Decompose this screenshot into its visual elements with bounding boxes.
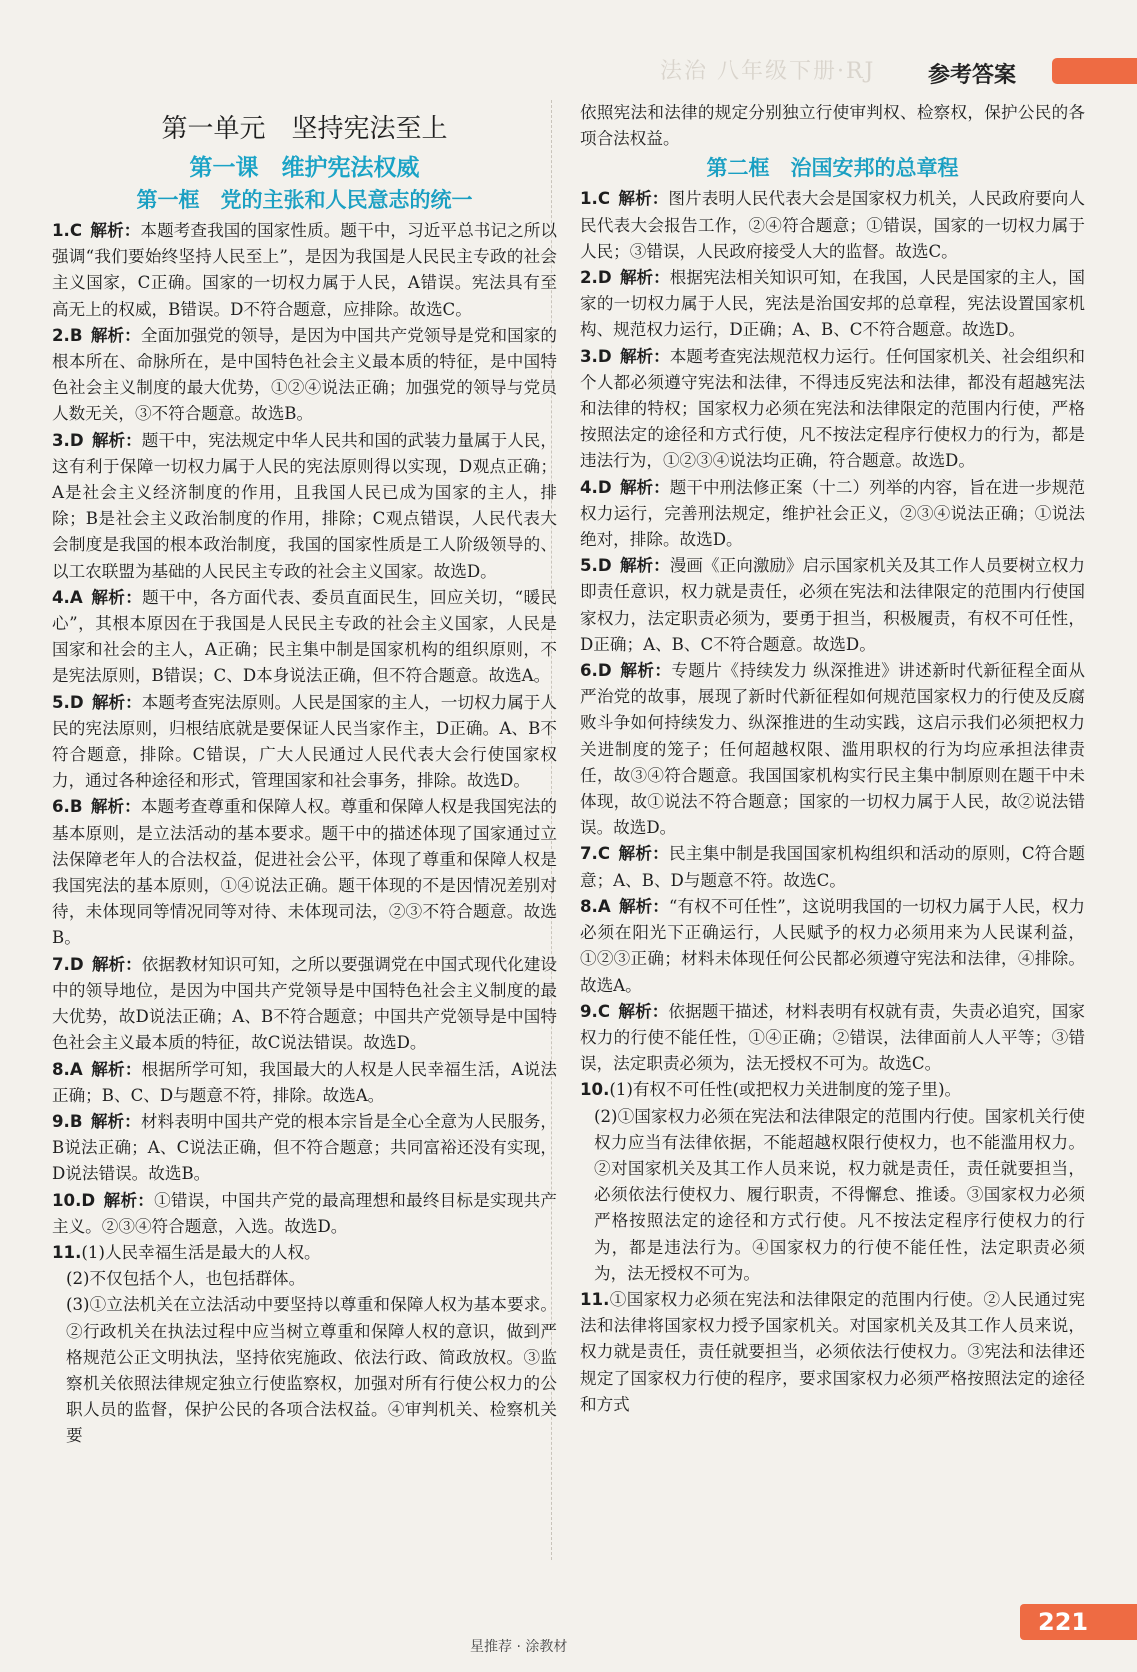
answer-item [52,1057,557,1109]
answer-item [580,894,1085,999]
answer-number: 10.D [52,1190,96,1210]
q11-part-3: (3)①立法机关在立法活动中要坚持以尊重和保障人权为基本要求。②行政机关在执法过程中应当树立尊重和保障人权的意识，做到严格规范公正文明执法，坚持依宪施政、依法行政、简政放权。③监察机关依照法律规定独立行使监察权，加强对所有行使公权力的公职人员的监督，保护公民的各项合法权益。④审判机关、检察机关要 [66,1295,557,1446]
left-answer-list [52,218,557,1240]
answer-item [52,323,557,428]
q11-right-text: ①国家权力必须在宪法和法律限定的范围内行使。②人民通过宪法和法律将国家权力授予国家机关。对国家机关及其工作人员来说，权力就是责任，责任就要担当，必须依法行使权力。③宪法和法律还规定了国家权力行使的程序，要求国家权力必须严格按照法定的途径和方式 [580,1289,1085,1414]
answer-item [52,1109,557,1188]
answer-text: 依据题干描述，材料表明有权就有责，失责必追究，国家权力的行使不能任性，①④正确；②错误，法律面前人人平等；③错误，法定职责必须为，法无授权不可为。故选C。 [580,1001,1086,1074]
answer-item [580,841,1085,893]
answer-item [52,690,557,795]
answer-item [580,265,1085,344]
answer-number: 4.A [52,587,83,607]
answer-label: 解析： [90,221,141,240]
header-ghost-text: 法治 八年级下册·RJ [660,59,876,84]
answer-label: 解析： [91,587,143,607]
answer-label: 解析： [90,797,141,817]
answer-item [580,186,1085,265]
answer-number: 6.D [580,661,612,681]
q11-part-2: (2)不仅包括个人，也包括群体。 [66,1269,306,1289]
answer-item [580,658,1085,841]
answer-number: 3.D [580,346,612,366]
answer-text: ①错误，中国共产党的最高理想和最终目标是实现共产主义。②③④符合题意，入选。故选D。 [52,1190,558,1236]
answer-text: 图片表明人民代表大会是国家权力机关，人民政府要向人民代表大会报告工作，②④符合题意；①错误，国家的一切权力属于人民；③错误，人民政府接受人大的监督。故选C。 [580,189,1086,261]
q11-right-heading [580,1287,1085,1418]
answer-label: 解析： [619,477,670,497]
answer-label: 解析： [91,954,142,974]
answer-number: 2.D [580,268,612,288]
answer-item [52,585,557,690]
answer-label: 解析： [618,1001,669,1021]
answer-number: 9.B [52,1111,83,1131]
answer-text: 题干中，宪法规定中华人民共和国的武装力量属于人民，这有利于保障一切权力属于人民的宪法原则得以实现，D观点正确；A是社会主义经济制度的作用，且我国人民已成为国家的主人，排除；B是社会主义政治制度的作用，排除；C观点错误，人民代表大会制度是我国的根本政治制度，我国的国家性质是工人阶级领导的、以工农联盟为基础的人民民主专政的社会主义国家。故选D。 [52,430,558,581]
answer-number: 7.C [580,844,611,864]
answer-text: 专题片《持续发力 纵深推进》讲述新时代新征程全面从严治党的故事，展现了新时代新征程如何规范国家权力的行使及反腐败斗争如何持续发力、纵深推进的生动实践，这启示我们必须把权力关进制度的笼子；任何超越权限、滥用职权的行为均应承担法律责任，故③④符合题意。我国国家机构实行民主集中制原则在题干中未体现，故①说法不符合题意；国家的一切权力属于人民，故②说法错误。故选D。 [580,661,1085,838]
answer-number: 7.D [52,954,84,974]
q11-right-number: 11. [580,1289,610,1309]
answer-label: 解析： [619,268,670,288]
answer-text: 本题考查尊重和保障人权。尊重和保障人权是我国宪法的基本原则，是立法活动的基本要求。题干中的描述体现了国家通过立法保障老年人的合法权益，促进社会公平，体现了尊重和保障人权是我国宪法的基本原则，①④说法正确。题干体现的不是因情况差别对待，未体现同等情况同等对待、未体现司法，②③不符合题意。故选B。 [52,797,558,948]
answer-item [580,475,1085,554]
answer-label: 解析： [103,1190,155,1210]
answer-item [52,952,557,1057]
answer-text: 依据教材知识可知，之所以要强调党在中国式现代化建设中的领导地位，是因为中国共产党领导是中国特色社会主义制度的最大优势，故D说法正确；A、B不符合题意；中国共产党领导是中国特色社会主义最本质的特征，故C说法错误。故选D。 [52,954,558,1053]
answer-text: 根据宪法相关知识可知，在我国，人民是国家的主人，国家的一切权力属于人民，宪法是治国安邦的总章程，宪法设置国家机构、规范权力运行，D正确；A、B、C不符合题意。故选D。 [580,268,1086,340]
left-column [52,100,557,1450]
answer-item [52,1188,557,1240]
answer-item [580,999,1085,1078]
answer-label: 解析： [90,325,141,345]
header-accent-bar [1052,58,1137,84]
frame-title-2: 第二框 治国安邦的总章程 [706,156,959,181]
answer-item [52,794,557,951]
answer-label: 解析： [91,430,142,450]
answer-text: 根据所学可知，我国最大的人权是人民幸福生活，A说法正确；B、C、D与题意不符，排除。故选A。 [52,1059,558,1105]
answer-number: 5.D [580,556,612,576]
answer-text: 材料表明中国共产党的根本宗旨是全心全意为人民服务，B说法正确；A、C说法正确，但不符合题意；共同富裕还没有实现，D说法错误。故选B。 [52,1111,558,1184]
answer-text: “有权不可任性”，这说明我国的一切权力属于人民，权力必须在阳光下正确运行，人民赋予的权力必须用来为人民谋利益，①②③正确；材料未体现任何公民都必须遵守宪法和法律，④排除。故选A。 [580,896,1085,995]
answer-text: 题干中刑法修正案（十二）列举的内容，旨在进一步规范权力运行，完善刑法规定，维护社会正义，②③④说法正确；①说法绝对，排除。故选D。 [580,477,1086,550]
answer-label: 解析： [90,1111,141,1131]
answer-number: 8.A [580,896,611,916]
answer-label: 解析： [619,896,669,916]
lesson-title: 第一课 维护宪法权威 [189,155,420,181]
q11-heading [52,1240,557,1266]
answer-number: 8.A [52,1059,83,1079]
frame-title: 第一框 党的主张和人民意志的统一 [136,188,473,212]
answer-number: 1.C [52,221,83,240]
answer-label: 解析： [91,692,142,712]
answer-text: 题干中，各方面代表、委员直面民生，回应关切，“暖民心”，其根本原因在于我国是人民民主专政的社会主义国家，人民是国家和社会的主人，A正确；民主集中制是国家机构的组织原则，不是宪法原则，B错误；C、D本身说法正确，但不符合题意。故选A。 [52,587,558,686]
answer-item [52,218,557,323]
answer-text: 本题考查我国的国家性质。题干中，习近平总书记之所以强调“我们要始终坚持人民至上”，是因为我国是人民民主专政的社会主义国家，C正确。国家的一切权力属于人民，A错误。宪法具有至高无上的权威，B错误。D不符合题意，应排除。故选C。 [52,221,558,319]
answer-label: 解析： [91,1059,142,1079]
q10-part-2: (2)①国家权力必须在宪法和法律限定的范围内行使。国家机关行使权力应当有法律依据，不能超越权限行使权力，也不能滥用权力。②对国家机关及其工作人员来说，权力就是责任，责任就要担当，必须依法行使权力、履行职责，不得懈怠、推诿。③国家权力必须严格按照法定的途径和方式行使。凡不按法定程序行使权力的行为，都是违法行为。④国家权力的行使不能任性，法定职责必须为，法无授权不可为。 [594,1106,1085,1283]
answer-item [52,428,557,585]
right-column [580,100,1085,1418]
right-answer-list [580,186,1085,1077]
page-number: 221 [1020,1604,1137,1640]
continuation-text: 依照宪法和法律的规定分别独立行使审判权、检察权，保护公民的各项合法权益。 [580,103,1085,149]
answer-text: 本题考查宪法规范权力运行。任何国家机关、社会组织和个人都必须遵守宪法和法律，不得违反宪法和法律，都没有超越宪法和法律的特权；国家权力必须在宪法和法律限定的范围内行使，严格按照法定的途径和方式行使，凡不按法定程序行使权力的行为，都是违法行为，①②③④说法均正确，符合题意。故选D。 [580,346,1086,471]
answer-number: 9.C [580,1001,611,1021]
answer-label: 解析： [618,844,669,864]
answer-text: 本题考查宪法原则。人民是国家的主人，一切权力属于人民的宪法原则，归根结底就是要保证人民当家作主，D正确。A、B不符合题意，排除。C错误，广大人民通过人民代表大会行使国家权力，通过各种途径和形式，管理国家和社会事务，排除。故选D。 [52,692,558,791]
answer-number: 2.B [52,325,83,345]
answer-number: 3.D [52,430,84,450]
answer-number: 6.B [52,797,83,817]
q11-part-1: (1)人民幸福生活是最大的人权。 [81,1242,321,1262]
q10-number: 10. [580,1080,610,1100]
answer-item [580,553,1085,658]
answer-item [580,344,1085,475]
answer-number: 1.C [580,189,611,209]
unit-title: 第一单元 坚持宪法至上 [161,114,448,144]
q10-part-1: (1)有权不可任性(或把权力关进制度的笼子里)。 [609,1080,962,1100]
answer-number: 4.D [580,477,612,497]
answer-text: 漫画《正向激励》启示国家机关及其工作人员要树立权力即责任意识，权力就是责任，必须在宪法和法律限定的范围内行使国家权力，法定职责必须为，要勇于担当，积极履责，有权不可任性，D正确；A、B、C不符合题意。故选D。 [580,556,1086,654]
q11-number: 11. [52,1242,82,1262]
answer-number: 5.D [52,692,84,712]
answer-text: 民主集中制是我国国家机构组织和活动的原则，C符合题意；A、B、D与题意不符。故选C。 [580,844,1086,890]
answer-label: 解析： [619,661,672,681]
footer-text: 星推荐 · 涂教材 [470,1639,568,1655]
q10-heading [580,1077,1085,1103]
answer-text: 全面加强党的领导，是因为中国共产党领导是党和国家的根本所在、命脉所在，是中国特色社会主义最本质的特征，是中国特色社会主义制度的最大优势，①②④说法正确；加强党的领导与党员人数无关，③不符合题意。故选B。 [52,325,558,424]
answer-label: 解析： [618,189,669,209]
answer-label: 解析： [619,556,670,576]
answer-label: 解析： [619,346,670,366]
header-label: 参考答案 [928,63,1017,88]
